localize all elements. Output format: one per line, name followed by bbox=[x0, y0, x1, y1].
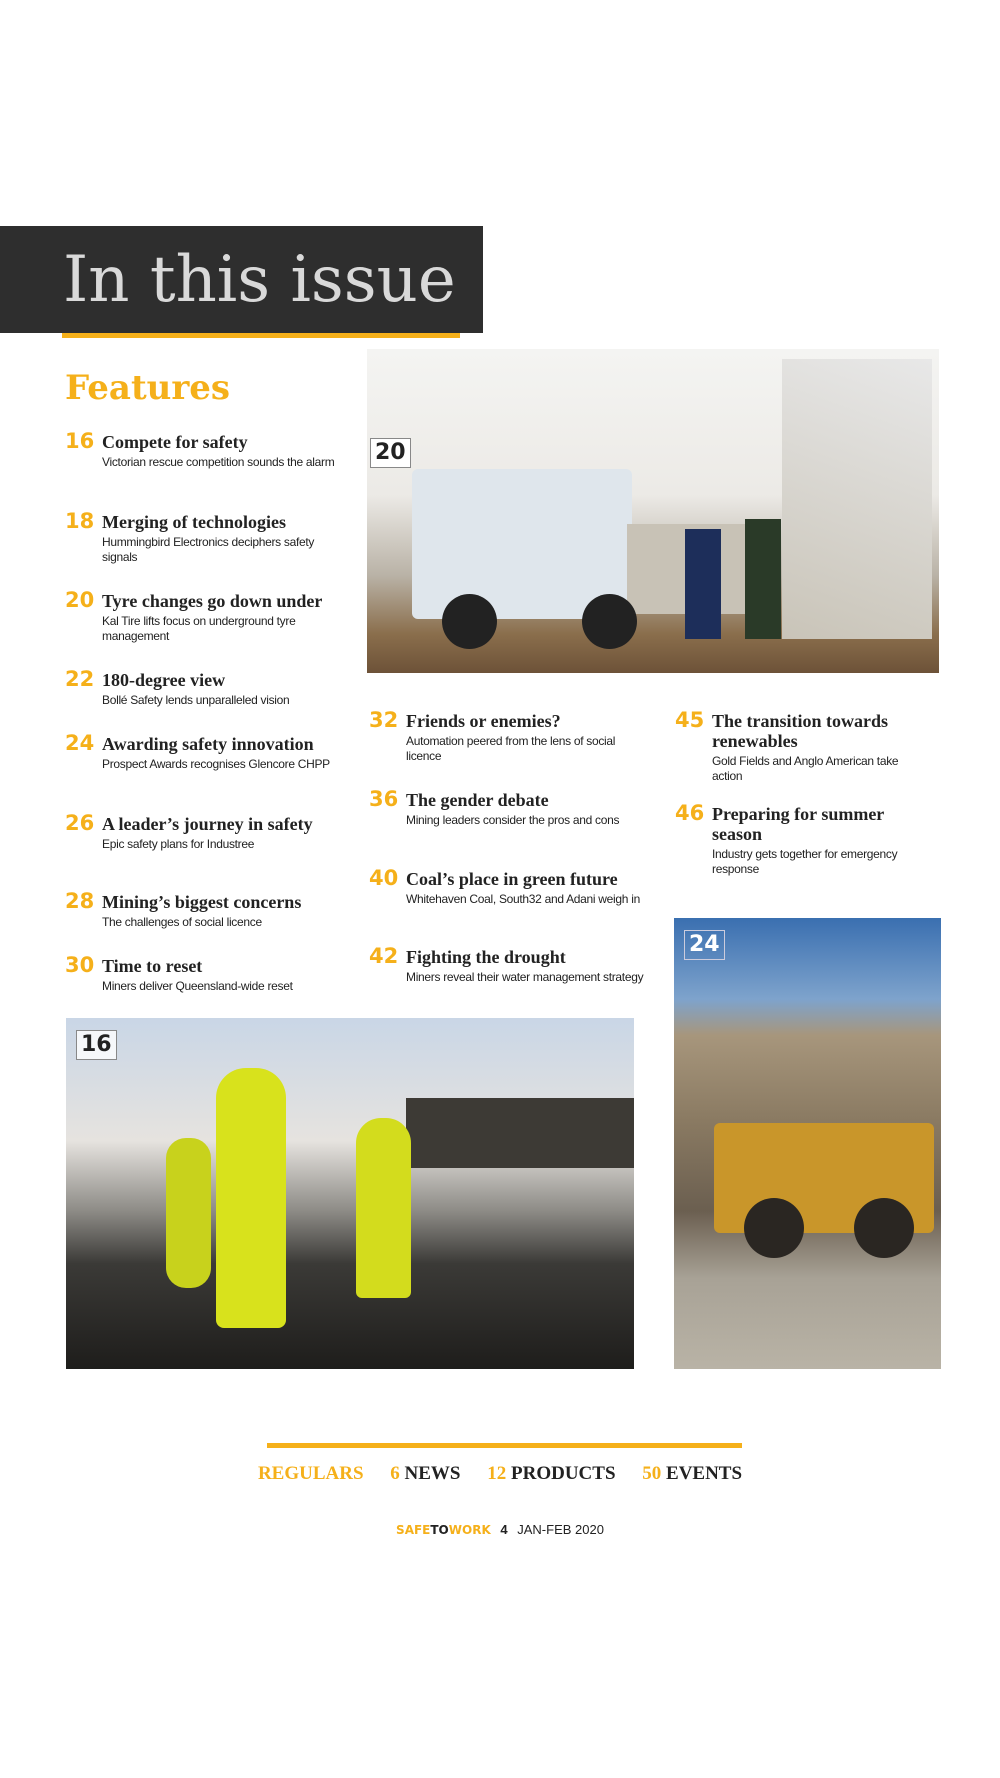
feature-title: Coal’s place in green future bbox=[406, 869, 618, 889]
page-tag-24: 24 bbox=[684, 930, 725, 960]
issue-date: JAN-FEB 2020 bbox=[517, 1522, 604, 1537]
feature-item[interactable] bbox=[65, 509, 345, 565]
photo-truck bbox=[367, 349, 939, 673]
section-heading: Features bbox=[65, 368, 231, 408]
title-underline bbox=[62, 333, 460, 338]
feature-title: Compete for safety bbox=[102, 432, 248, 452]
feature-title: The gender debate bbox=[406, 790, 549, 810]
feature-subtitle: The challenges of social licence bbox=[102, 915, 262, 929]
page-number: 4 bbox=[500, 1522, 508, 1537]
page-tag-20: 20 bbox=[370, 438, 411, 468]
feature-item[interactable] bbox=[675, 801, 905, 877]
regulars-divider bbox=[267, 1443, 742, 1448]
feature-subtitle: Kal Tire lifts focus on underground tyre management bbox=[102, 614, 296, 643]
feature-item[interactable] bbox=[369, 787, 649, 828]
regulars-bar bbox=[0, 1463, 1000, 1485]
regular-item-news[interactable]: 6 NEWS bbox=[390, 1463, 461, 1484]
feature-title: Tyre changes go down under bbox=[102, 591, 323, 611]
feature-item[interactable] bbox=[65, 953, 345, 994]
feature-page-number: 36 bbox=[369, 787, 399, 811]
feature-item[interactable] bbox=[65, 731, 345, 772]
feature-title: Fighting the drought bbox=[406, 947, 566, 967]
photo-rescue bbox=[66, 1018, 634, 1369]
feature-title: 180-degree view bbox=[102, 670, 226, 690]
feature-title: Merging of technologies bbox=[102, 512, 286, 532]
feature-title: A leader’s journey in safety bbox=[102, 814, 313, 834]
feature-title: The transition towards renewables bbox=[712, 711, 889, 751]
feature-subtitle: Prospect Awards recognises Glencore CHPP bbox=[102, 757, 330, 771]
regulars-label: REGULARS bbox=[257, 1463, 364, 1484]
feature-title: Time to reset bbox=[102, 956, 203, 976]
feature-page-number: 28 bbox=[65, 889, 95, 913]
photo-loader bbox=[674, 918, 941, 1369]
feature-item[interactable] bbox=[65, 588, 345, 644]
feature-subtitle: Miners deliver Queensland-wide reset bbox=[102, 979, 293, 993]
feature-page-number: 32 bbox=[369, 708, 399, 732]
feature-item[interactable] bbox=[65, 811, 345, 852]
feature-subtitle: Miners reveal their water management strategy bbox=[406, 970, 644, 984]
feature-title: Mining’s biggest concerns bbox=[102, 892, 302, 912]
feature-item[interactable] bbox=[369, 866, 649, 907]
feature-subtitle: Hummingbird Electronics deciphers safety signals bbox=[102, 535, 315, 564]
feature-item[interactable] bbox=[369, 708, 649, 764]
page-title: In this issue bbox=[63, 243, 456, 317]
feature-page-number: 40 bbox=[369, 866, 399, 890]
feature-item[interactable] bbox=[369, 944, 649, 985]
feature-page-number: 24 bbox=[65, 731, 95, 755]
regular-item-events[interactable]: 50 EVENTS bbox=[642, 1463, 743, 1484]
feature-subtitle: Whitehaven Coal, South32 and Adani weigh in bbox=[406, 892, 640, 906]
feature-page-number: 42 bbox=[369, 944, 399, 968]
feature-subtitle: Victorian rescue competition sounds the alarm bbox=[102, 455, 335, 469]
feature-subtitle: Automation peered from the lens of social licence bbox=[406, 734, 616, 763]
brand-logo: SAFETOWORK bbox=[396, 1523, 491, 1537]
feature-subtitle: Mining leaders consider the pros and cons bbox=[406, 813, 620, 827]
feature-page-number: 46 bbox=[675, 801, 705, 825]
feature-subtitle: Gold Fields and Anglo American take action bbox=[712, 754, 899, 783]
feature-subtitle: Bollé Safety lends unparalleled vision bbox=[102, 693, 290, 707]
feature-page-number: 18 bbox=[65, 509, 95, 533]
page-footer bbox=[0, 1522, 1000, 1537]
feature-title: Friends or enemies? bbox=[406, 711, 561, 731]
feature-page-number: 16 bbox=[65, 429, 95, 453]
feature-page-number: 22 bbox=[65, 667, 95, 691]
feature-page-number: 26 bbox=[65, 811, 95, 835]
feature-page-number: 45 bbox=[675, 708, 705, 732]
feature-subtitle: Epic safety plans for Industree bbox=[102, 837, 255, 851]
feature-title: Awarding safety innovation bbox=[102, 734, 314, 754]
feature-item[interactable] bbox=[675, 708, 905, 784]
feature-item[interactable] bbox=[65, 889, 345, 930]
feature-item[interactable] bbox=[65, 667, 345, 708]
page-tag-16: 16 bbox=[76, 1030, 117, 1060]
feature-item[interactable] bbox=[65, 429, 345, 470]
title-banner bbox=[0, 226, 483, 333]
feature-page-number: 20 bbox=[65, 588, 95, 612]
feature-page-number: 30 bbox=[65, 953, 95, 977]
feature-subtitle: Industry gets together for emergency response bbox=[712, 847, 898, 876]
regular-item-products[interactable]: 12 PRODUCTS bbox=[487, 1463, 616, 1484]
feature-title: Preparing for summer season bbox=[712, 804, 884, 844]
